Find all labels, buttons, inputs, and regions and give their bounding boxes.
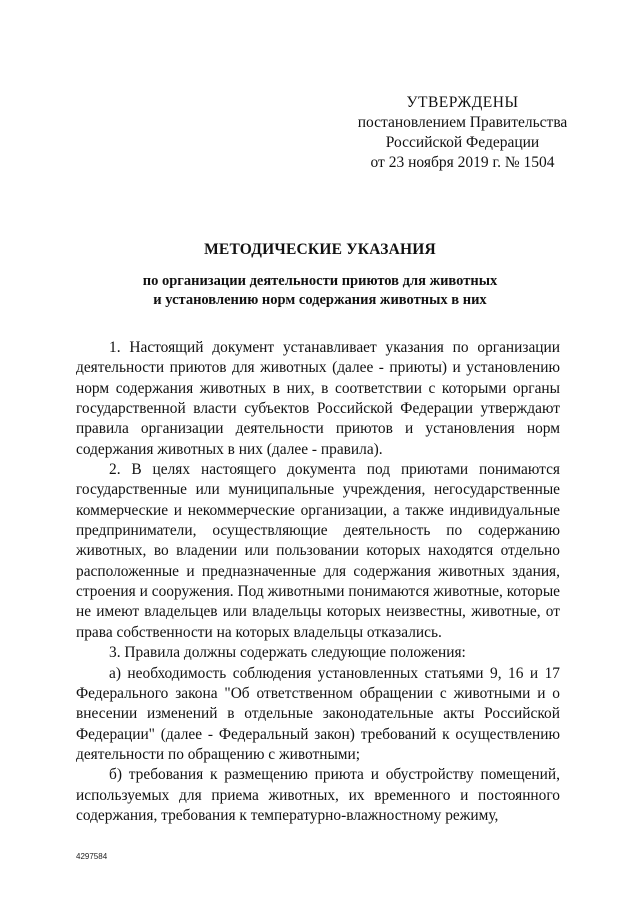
document-title: МЕТОДИЧЕСКИЕ УКАЗАНИЯ [204,241,436,258]
paragraph-3: 3. Правила должны содержать следующие положения: [109,644,466,662]
paragraph-3b: б) требования к размещению приюта и обустройству помещений, используемых для приема животных, их временного и постоянного содержания, требования к температурно-влажностному режиму, [76,766,560,824]
paragraph-1: 1. Настоящий документ устанавливает указания по организации деятельности приютов для животных (далее - приюты) и установлению норм содержания животных в них, в соответствии с которыми органы государственной власти субъектов Российской Федерации утверждают правила организации деятельности приютов и установления норм содержания животных в них (далее - правила). [76,339,560,458]
title-block [60,240,580,310]
document-code: 4297584 [76,852,108,861]
approval-stamp [355,93,570,173]
subtitle-line: и установлению норм содержания животных в них [153,292,487,308]
approval-line: постановлением Правительства [357,114,568,131]
paragraph-3a: а) необходимость соблюдения установленных статьями 9, 16 и 17 Федерального закона "Об ответственном обращении с животными и о внесении изменений в отдельные законодательные акты Российской Федерации" (далее - Федеральный закон) требований к осуществлению деятельности по обращению с животными; [76,664,560,763]
approval-line: от 23 ноября 2019 г. № 1504 [370,154,555,171]
subtitle-line: по организации деятельности приютов для животных [142,273,498,289]
approval-heading: УТВЕРЖДЕНЫ [406,94,519,111]
paragraph-2: 2. В целях настоящего документа под приютами понимаются государственные или муниципальные учреждения, негосударственные коммерческие и некоммерческие организации, а также индивидуальные предприниматели, осуществляющие деятельность по содержанию животных, во владении или пользовании которых находятся отдельно расположенные и предназначенные для содержания животных здания, строения и сооружения. Под животными понимаются животные, которые не имеют владельцев или владельцы которых неизвестны, животные, от права собственности на которых владельцы отказались. [76,461,560,641]
document-body [76,338,560,826]
document-subtitle [60,272,580,310]
approval-line: Российской Федерации [385,134,540,151]
